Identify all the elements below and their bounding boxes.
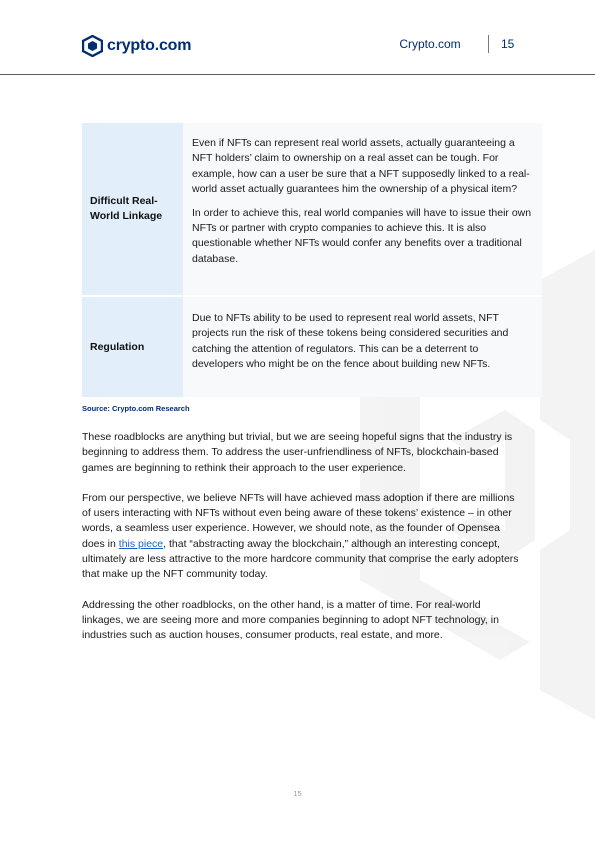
body-text <box>82 430 522 659</box>
table-row <box>82 123 542 295</box>
footer-page-number: 15 <box>293 789 302 798</box>
row-paragraph: Due to NFTs ability to be used to represent real world assets, NFT projects run the risk of these tokens being considered securities and catching the attention of regulators. This can be a deterrent to developers who might be on the fence about building new NFTs. <box>192 312 509 371</box>
paragraph: These roadblocks are anything but trivial, but we are seeing hopeful signs that the industry is beginning to address them. To address the user-unfriendliness of NFTs, blockchain-based games are beginning to rethink their approach to the user experience. <box>82 431 513 474</box>
table-row <box>82 295 542 397</box>
roadblocks-table <box>82 123 542 397</box>
logo-text: crypto.com <box>107 37 192 54</box>
paragraph: Addressing the other roadblocks, on the other hand, is a matter of time. For real-world linkages, we are seeing more and more companies beginning to adopt NFT technology, in industries such as auction houses, consumer products, real estate, and more. <box>82 598 499 642</box>
header-divider <box>488 35 489 53</box>
paragraph <box>82 491 522 583</box>
paragraph-text: , that “abstracting away the blockchain,” although an interesting concept, ultimately are less attractive to the more hardcore community that comprise the early adopters that make up the NFT community today. <box>82 537 519 581</box>
paragraph-text: From our perspective, we believe NFTs will have achieved mass adoption if there are millions of users interacting with NFTs without even being aware of these tokens’ existence – in other words, a seamless user experience. However, we should note, as the founder of Opensea does in <box>82 491 515 550</box>
brand-logo[interactable] <box>82 35 191 57</box>
row-paragraph: Even if NFTs can represent real world assets, actually guaranteeing a NFT holders’ claim to ownership on a real asset can be tough. For example, how can a user be sure that a NFT supposedly linked to a real-world asset actually guarantees him the ownership of a physical item? <box>192 137 530 196</box>
header-page-number: 15 <box>501 37 515 51</box>
document-name: Crypto.com <box>399 37 461 51</box>
row-label: Regulation <box>82 297 183 397</box>
row-description <box>183 123 542 295</box>
page-header <box>0 0 595 75</box>
row-paragraph: In order to achieve this, real world companies will have to issue their own NFTs or partner with crypto companies to achieve this. It is also questionable whether NFTs would confer any benefits over a traditional database. <box>192 206 532 265</box>
source-note: Source: Crypto.com Research <box>82 404 190 413</box>
row-description <box>183 297 542 397</box>
crypto-lion-shield-icon <box>82 35 103 57</box>
this-piece-link[interactable]: this piece <box>118 537 164 550</box>
row-label: Difficult Real-World Linkage <box>82 123 183 295</box>
